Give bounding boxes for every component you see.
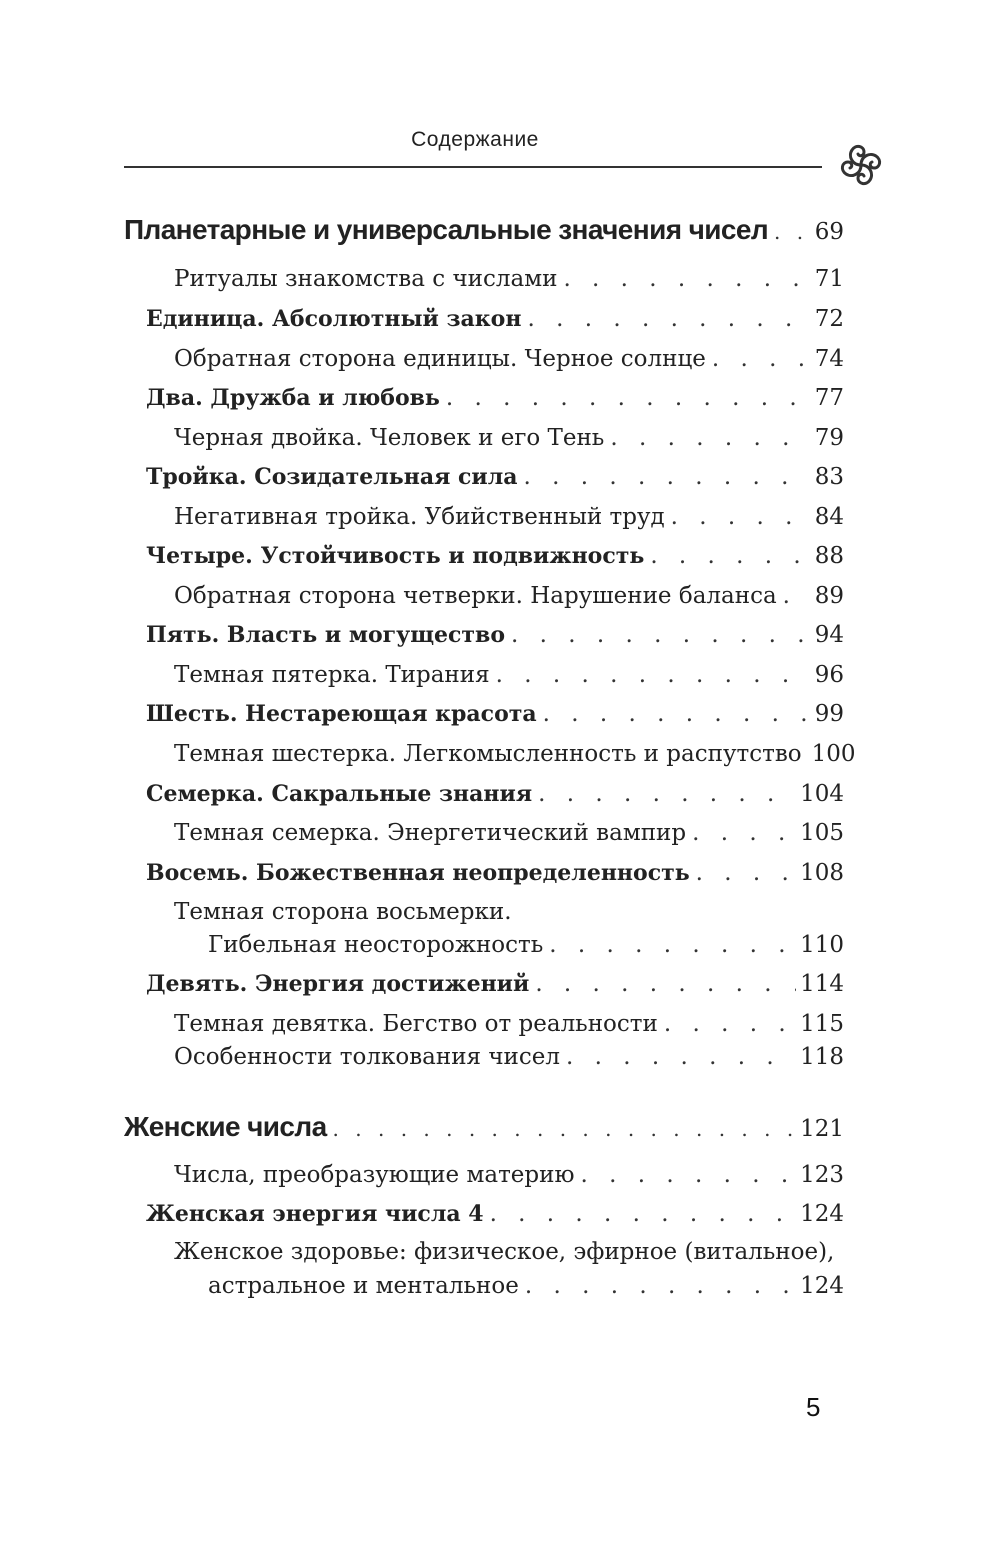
toc-subsection[interactable] <box>174 346 844 372</box>
running-header-title: Содержание <box>411 128 539 151</box>
toc-entry-title: Обратная сторона единицы. Черное солнце <box>174 346 706 372</box>
toc-subsection[interactable] <box>174 266 844 292</box>
leader-dots <box>524 464 811 490</box>
leader-dots <box>525 1273 796 1299</box>
toc-page-number: 71 <box>814 266 844 292</box>
toc-chapter[interactable] <box>146 860 844 886</box>
leader-dots <box>692 820 796 846</box>
toc-chapter[interactable] <box>146 971 844 997</box>
toc-chapter[interactable] <box>146 464 844 490</box>
toc-page-number: 79 <box>814 425 844 451</box>
toc-page-number: 115 <box>800 1011 844 1037</box>
toc-subsection-continued[interactable] <box>208 1273 844 1299</box>
toc-chapter[interactable] <box>146 701 844 727</box>
leader-dots <box>783 583 811 609</box>
toc-entry-title-continued: астральное и ментальное <box>208 1273 519 1299</box>
leader-dots <box>538 781 796 807</box>
toc-part[interactable] <box>124 214 844 246</box>
toc-entry-title: Негативная тройка. Убийственный труд <box>174 504 665 530</box>
toc-page-number: 99 <box>814 701 844 727</box>
toc-subsection[interactable] <box>174 583 844 609</box>
toc-subsection[interactable] <box>174 425 844 451</box>
toc-page-number: 84 <box>814 504 844 530</box>
toc-entry-title: Два. Дружба и любовь <box>146 385 440 411</box>
toc-entry-title: Женские числа <box>124 1111 327 1142</box>
leader-dots <box>610 425 810 451</box>
toc-page-number: 72 <box>814 306 844 332</box>
toc-page-number: 96 <box>814 662 844 688</box>
toc-page-number: 104 <box>800 781 844 807</box>
toc-part[interactable] <box>124 1111 844 1143</box>
leader-dots <box>664 1011 796 1037</box>
toc-page-number: 108 <box>800 860 844 886</box>
toc-page-number: 77 <box>814 385 844 411</box>
leader-dots <box>566 1044 796 1070</box>
toc-entry-title: Темная сторона восьмерки. <box>174 899 512 925</box>
toc-page-number: 94 <box>814 622 844 648</box>
leader-dots <box>580 1162 796 1188</box>
toc-page-number: 124 <box>800 1201 844 1227</box>
leader-dots <box>490 1201 797 1227</box>
leader-dots <box>563 266 810 292</box>
toc-chapter[interactable] <box>146 781 844 807</box>
toc-entry-title: Четыре. Устойчивость и подвижность <box>146 543 645 569</box>
toc-page-number: 88 <box>814 543 844 569</box>
toc-subsection[interactable] <box>174 504 844 530</box>
toc-entry-title: Шесть. Нестареющая красота <box>146 701 537 727</box>
toc-chapter[interactable] <box>146 1201 844 1227</box>
toc-entry-title: Числа, преобразующие материю <box>174 1162 575 1188</box>
toc-subsection[interactable] <box>174 1011 844 1037</box>
toc-entry-title: Планетарные и универсальные значения чисел <box>124 214 769 245</box>
leader-dots <box>535 971 796 997</box>
toc-entry-title-continued: Гибельная неосторожность <box>208 932 544 958</box>
toc-subsection[interactable] <box>174 1162 844 1188</box>
toc-page-number: 121 <box>800 1116 844 1142</box>
leader-dots <box>446 385 811 411</box>
leader-dots <box>496 662 811 688</box>
toc-page-number: 123 <box>800 1162 844 1188</box>
toc-page-number: 118 <box>800 1044 844 1070</box>
toc-subsection[interactable] <box>174 1044 844 1070</box>
leader-dots <box>527 306 810 332</box>
leader-dots <box>543 701 811 727</box>
leader-dots <box>333 1117 797 1141</box>
toc-entry-title: Женское здоровье: физическое, эфирное (витальное), <box>174 1239 835 1265</box>
toc-page-number: 124 <box>800 1273 844 1299</box>
toc-subsection[interactable] <box>174 820 844 846</box>
toc-entry-title: Восемь. Божественная неопределенность <box>146 860 690 886</box>
leader-dots <box>671 504 811 530</box>
toc-entry-title: Пять. Власть и могущество <box>146 622 506 648</box>
toc-entry-title: Особенности толкования чисел <box>174 1044 560 1070</box>
leader-dots <box>650 543 810 569</box>
toc-chapter[interactable] <box>146 543 844 569</box>
toc-subsection[interactable] <box>174 899 844 925</box>
toc-entry-title: Женская энергия числа 4 <box>146 1201 484 1227</box>
leader-dots <box>696 860 796 886</box>
toc-page-number: 69 <box>814 219 844 245</box>
toc-page-number: 114 <box>800 971 844 997</box>
toc-entry-title: Тройка. Созидательная сила <box>146 464 518 490</box>
leader-dots <box>549 932 796 958</box>
toc-entry-title: Единица. Абсолютный закон <box>146 306 522 332</box>
toc-entry-title: Темная шестерка. Легкомысленность и распутство <box>174 741 802 767</box>
toc-page-number: 100 <box>811 741 856 767</box>
leader-dots <box>712 346 811 372</box>
toc-page-number: 74 <box>814 346 844 372</box>
toc-entry-title: Черная двойка. Человек и его Тень <box>174 425 605 451</box>
toc-entry-title: Семерка. Сакральные знания <box>146 781 533 807</box>
toc-page-number: 110 <box>800 932 844 958</box>
toc-entry-title: Темная девятка. Бегство от реальности <box>174 1011 658 1037</box>
toc-entry-title: Ритуалы знакомства с числами <box>174 266 558 292</box>
leader-dots <box>774 220 811 244</box>
toc-subsection[interactable] <box>174 741 856 767</box>
toc-page-number: 105 <box>800 820 844 846</box>
toc-entry-title: Темная пятерка. Тирания <box>174 662 490 688</box>
toc-subsection[interactable] <box>174 1239 844 1265</box>
toc-chapter[interactable] <box>146 306 844 332</box>
toc-entry-title: Девять. Энергия достижений <box>146 971 530 997</box>
toc-entry-title: Обратная сторона четверки. Нарушение баланса <box>174 583 777 609</box>
toc-chapter[interactable] <box>146 385 844 411</box>
toc-page-number: 89 <box>814 583 844 609</box>
leader-dots <box>511 622 811 648</box>
toc-page-number: 83 <box>814 464 844 490</box>
toc-subsection-continued[interactable] <box>208 932 844 958</box>
toc-entry-title: Темная семерка. Энергетический вампир <box>174 820 687 846</box>
toc-subsection[interactable] <box>174 662 844 688</box>
folio-page-number: 5 <box>806 1392 821 1422</box>
toc-chapter[interactable] <box>146 622 844 648</box>
